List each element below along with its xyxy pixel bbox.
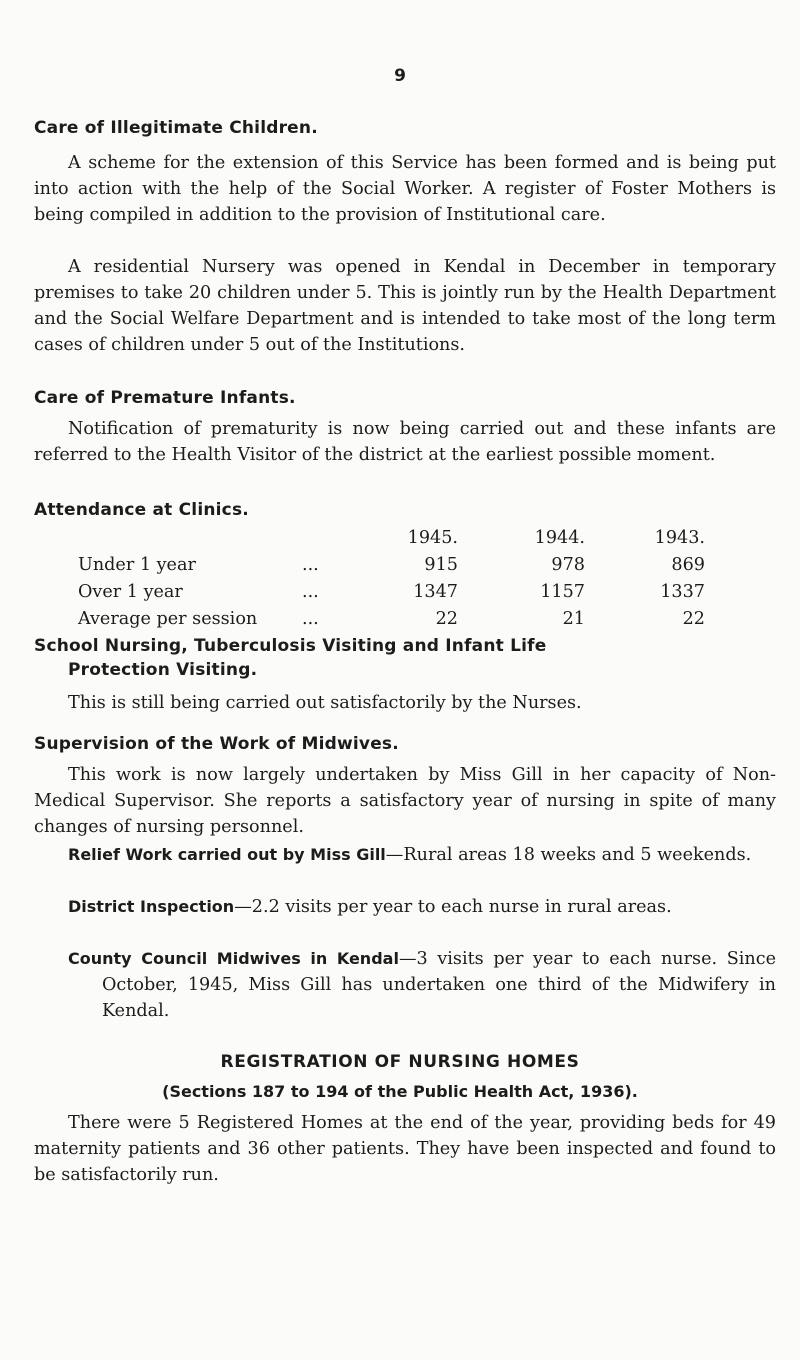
table-cell: 22 xyxy=(435,608,458,629)
table-cell: 21 xyxy=(562,608,585,629)
attendance-header-row xyxy=(78,524,705,551)
section-heading-attendance: Attendance at Clinics. xyxy=(34,500,249,520)
year-header: 1944. xyxy=(534,527,585,548)
year-header: 1943. xyxy=(654,527,705,548)
table-cell: 978 xyxy=(551,554,585,575)
paragraph-foster-scheme: A scheme for the extension of this Service has been formed and is being put into action with the help of the Social Worker. A register of Foster Mothers is being compiled in addition to the provision of Institutional care. xyxy=(34,153,776,225)
section-heading-midwives: Supervision of the Work of Midwives. xyxy=(34,734,399,754)
entry-text: —Rural areas 18 weeks and 5 weekends. xyxy=(385,845,752,865)
table-cell: 1157 xyxy=(540,581,585,602)
paragraph-registered-homes: There were 5 Registered Homes at the end of the year, providing beds for 49 maternity patients and 36 other patients. They have been inspected and found to be satisfactorily run. xyxy=(34,1113,776,1185)
registration-subheading: (Sections 187 to 194 of the Public Health Act, 1936). xyxy=(162,1082,638,1101)
year-header: 1945. xyxy=(407,527,458,548)
attendance-row-over-1 xyxy=(78,578,705,605)
paragraph-miss-gill-supervisor: This work is now largely undertaken by Miss Gill in her capacity of Non-Medical Supervisor. She reports a satisfactory year of nursing in spite of many changes of nursing personnel. xyxy=(34,765,776,837)
row-label: Average per session xyxy=(78,608,258,629)
table-cell: 1337 xyxy=(660,581,705,602)
attendance-row-under-1 xyxy=(78,551,705,578)
row-label: Over 1 year xyxy=(78,581,183,602)
entry-lead: County Council Midwives in Kendal xyxy=(68,949,399,968)
section-heading-illegitimate-children: Care of Illegitimate Children. xyxy=(34,118,318,138)
paragraph-residential-nursery: A residential Nursery was opened in Kendal in December in temporary premises to take 20 children under 5. This is jointly run by the Health Department and the Social Welfare Department and is intended to take most of the long term cases of children under 5 out of the Institutions. xyxy=(34,257,776,355)
table-cell: 915 xyxy=(424,554,458,575)
table-cell: 1347 xyxy=(413,581,458,602)
section-heading-school-nursing-line2: Protection Visiting. xyxy=(68,660,258,680)
entry-text: —3 visits per year to each nurse. Since October, 1945, Miss Gill has undertaken one third of the Midwifery in Kendal. xyxy=(102,949,776,1021)
row-label: Under 1 year xyxy=(78,554,196,575)
attendance-table xyxy=(78,524,705,632)
section-heading-premature-infants: Care of Premature Infants. xyxy=(34,388,296,408)
section-heading-registration: REGISTRATION OF NURSING HOMES xyxy=(220,1052,580,1072)
entry-lead: District Inspection xyxy=(68,897,235,916)
paragraph-school-nursing: This is still being carried out satisfactorily by the Nurses. xyxy=(68,693,582,713)
section-heading-school-nursing: School Nursing, Tuberculosis Visiting and Infant Life xyxy=(34,636,547,656)
leader-dots: ... xyxy=(302,554,319,575)
leader-dots: ... xyxy=(302,608,319,629)
leader-dots: ... xyxy=(302,581,319,602)
attendance-row-average xyxy=(78,605,705,632)
entry-district-inspection xyxy=(34,894,776,920)
entry-text: —2.2 visits per year to each nurse in rural areas. xyxy=(234,897,672,917)
page-number: 9 xyxy=(394,66,406,86)
entry-lead: Relief Work carried out by Miss Gill xyxy=(68,845,386,864)
entry-relief-work xyxy=(34,842,776,868)
entry-county-council-midwives xyxy=(34,946,776,1024)
table-cell: 869 xyxy=(671,554,705,575)
paragraph-prematurity-notification: Notification of prematurity is now being carried out and these infants are referred to the Health Visitor of the district at the earliest possible moment. xyxy=(34,419,776,465)
table-cell: 22 xyxy=(682,608,705,629)
